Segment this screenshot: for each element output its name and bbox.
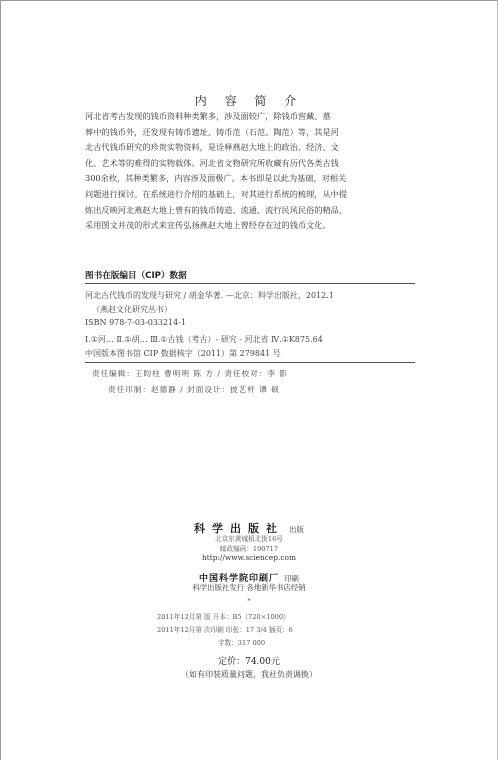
abstract-line: 300余枚，其种类繁多，内容涉及面极广。本书即是以此为基础，对相关 — [85, 173, 347, 184]
word-count: 字数：317 000 — [218, 639, 266, 647]
cip-line: ISBN 978-7-03-033214-1 — [85, 318, 187, 327]
production-credits: 责任印制：赵德静 / 封面设计：披艺杆 谭 硕 — [108, 385, 280, 394]
cip-line: 中国版本图书馆 CIP 数据核字（2011）第 279841 号 — [85, 349, 281, 358]
cip-line: Ⅰ.①河… Ⅱ.①胡… Ⅲ.①古钱（考古）- 研究 - 河北省 Ⅳ.①K875.64 — [85, 335, 323, 344]
edition-specs: 2011年12月第 版 开本：B5（720×1000） — [157, 613, 290, 621]
cip-line: 河北古代钱币的发现与研究 / 胡金华著. —北京：科学出版社，2012.1 — [85, 291, 334, 300]
cip-line: （燕赵文化研究丛书） — [92, 305, 172, 314]
publisher-name: 科学出版社 — [194, 522, 285, 535]
publisher-postcode: 邮政编码：100717 — [219, 545, 279, 553]
abstract-line: 河北省考古发现的钱币资料种类繁多，涉及面较广，除钱币窖藏、墓 — [85, 111, 331, 121]
cip-heading: 图书在版编目（CIP）数据 — [85, 271, 187, 281]
printer-name: 中国科学院印刷厂 — [199, 574, 280, 584]
abstract-line: 炼出反映河北燕赵大地上曾有的钱币铸造、流通、流行民风民俗的精品， — [85, 204, 348, 215]
page-border-top — [0, 0, 498, 1]
abstract-line: 北古代钱币研究的珍贵实物资料，是诠释燕赵大地上的政治、经济、文 — [85, 142, 339, 153]
quality-note: （如有印装质量问题，我社负责调换） — [181, 670, 317, 679]
publisher-address: 北京东黄城根北街16号 — [215, 535, 283, 543]
price: 定价：74.00元 — [218, 657, 280, 667]
abstract-body — [85, 109, 415, 234]
publisher-website: http://www.sciencep.com — [202, 553, 296, 562]
abstract-line: 问题进行探讨。在系统进行介绍的基础上，对其进行系统的梳理，从中提 — [85, 188, 348, 199]
printing-specs: 2011年12月第 次印刷 印张：17 3/4 插页：6 — [157, 626, 293, 634]
page-border-left — [0, 0, 1, 760]
cip-bottom-rule — [85, 362, 415, 363]
abstract-line: 葬中的钱币外，还发现有铸币遗址、铸币范（石范、陶范）等，其是河 — [85, 126, 339, 137]
printer-suffix: 印刷 — [284, 574, 299, 583]
editor-credits: 责任编辑：王昀柱 曹明明 陈 方 / 责任校对：李 影 — [92, 369, 288, 378]
separator-star: * — [247, 597, 251, 605]
abstract-line: 采用图文并茂的形式来宣传弘扬燕赵大地上曾经存在过的钱币文化。 — [85, 220, 331, 231]
cip-top-rule — [85, 283, 415, 284]
abstract-line: 化、艺术等的难得的实物载体。河北省文物研究所收藏有历代各类古钱 — [85, 157, 339, 168]
abstract-title: 内 容 简 介 — [194, 94, 304, 108]
distribution-line: 科学出版社发行 各地新华书店经销 — [192, 583, 306, 592]
publisher-suffix: 出版 — [289, 525, 304, 534]
